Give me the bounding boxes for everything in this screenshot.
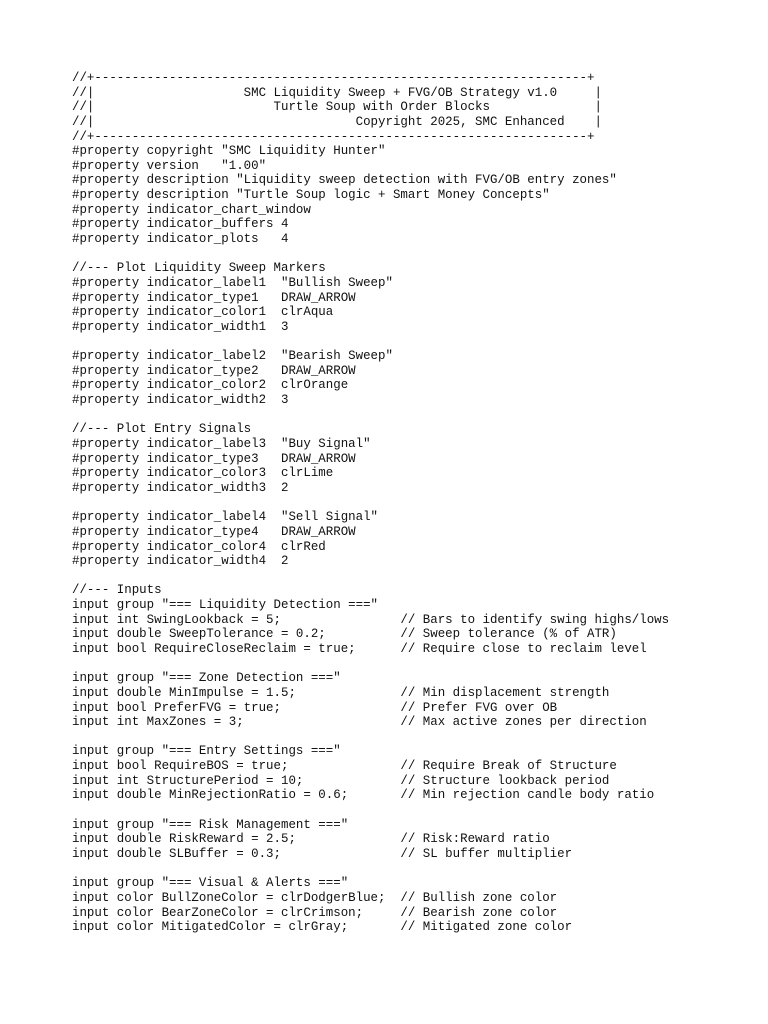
- code-line: #property indicator_width3 2: [72, 480, 289, 495]
- code-line: input color BearZoneColor = clrCrimson; // Bearish zone color: [72, 905, 558, 920]
- code-line: input bool RequireCloseReclaim = true; // Require close to reclaim level: [72, 641, 647, 656]
- code-line: input color BullZoneColor = clrDodgerBlue; // Bullish zone color: [72, 890, 558, 905]
- code-line: #property indicator_color4 clrRed: [72, 539, 326, 554]
- code-line: #property indicator_width4 2: [72, 554, 289, 569]
- code-line: input double RiskReward = 2.5; // Risk:Reward ratio: [72, 832, 550, 847]
- code-line: [72, 408, 669, 423]
- code-line: input double MinRejectionRatio = 0.6; // Min rejection candle body ratio: [72, 788, 655, 803]
- code-line: #property indicator_label1 "Bullish Sweep": [72, 275, 393, 290]
- code-line: #property indicator_color2 clrOrange: [72, 378, 349, 393]
- code-line: [72, 247, 669, 262]
- code-line: #property indicator_chart_window: [72, 202, 311, 217]
- code-line: //+------------------------------------------------------------------+: [72, 71, 595, 85]
- code-line: //| Copyright 2025, SMC Enhanced |: [72, 114, 602, 129]
- code-line: input int SwingLookback = 5; // Bars to identify swing highs/lows: [72, 612, 670, 627]
- code-line: //| SMC Liquidity Sweep + FVG/OB Strategy v1.0 |: [72, 85, 602, 100]
- source-code-listing: [72, 71, 669, 935]
- code-line: input double SLBuffer = 0.3; // SL buffer multiplier: [72, 846, 573, 861]
- code-line: [72, 496, 669, 511]
- code-line: #property indicator_type1 DRAW_ARROW: [72, 290, 356, 305]
- code-line: #property indicator_label4 "Sell Signal": [72, 510, 379, 525]
- code-line: #property indicator_buffers 4: [72, 217, 289, 232]
- code-line: input group "=== Zone Detection ===": [72, 671, 341, 686]
- code-line: //--- Plot Liquidity Sweep Markers: [72, 261, 326, 276]
- code-line: input group "=== Entry Settings ===": [72, 744, 341, 759]
- code-line: #property indicator_type3 DRAW_ARROW: [72, 451, 356, 466]
- code-line: input group "=== Risk Management ===": [72, 817, 349, 832]
- code-line: #property indicator_width1 3: [72, 319, 289, 334]
- code-line: #property version "1.00": [72, 158, 267, 173]
- code-line: //| Turtle Soup with Order Blocks |: [72, 100, 602, 115]
- code-line: input color MitigatedColor = clrGray; // Mitigated zone color: [72, 920, 573, 935]
- code-line: #property indicator_width2 3: [72, 393, 289, 408]
- code-line: input bool RequireBOS = true; // Require Break of Structure: [72, 759, 617, 774]
- code-line: #property indicator_label3 "Buy Signal": [72, 437, 371, 452]
- code-line: #property copyright "SMC Liquidity Hunter": [72, 144, 386, 159]
- code-line: [72, 803, 669, 818]
- code-line: #property indicator_plots 4: [72, 232, 289, 247]
- code-line: #property indicator_label2 "Bearish Sweep": [72, 349, 393, 364]
- code-line: #property indicator_type2 DRAW_ARROW: [72, 363, 356, 378]
- code-line: #property description "Turtle Soup logic + Smart Money Concepts": [72, 188, 550, 203]
- code-line: input int MaxZones = 3; // Max active zones per direction: [72, 715, 647, 730]
- code-line: input double SweepTolerance = 0.2; // Sweep tolerance (% of ATR): [72, 627, 617, 642]
- code-line: [72, 657, 669, 672]
- code-line: #property description "Liquidity sweep detection with FVG/OB entry zones": [72, 173, 617, 188]
- code-line: [72, 730, 669, 745]
- code-line: input group "=== Liquidity Detection ===": [72, 598, 379, 613]
- code-line: input double MinImpulse = 1.5; // Min displacement strength: [72, 685, 610, 700]
- code-line: input int StructurePeriod = 10; // Structure lookback period: [72, 773, 610, 788]
- code-line: #property indicator_color1 clrAqua: [72, 305, 334, 320]
- code-line: input bool PreferFVG = true; // Prefer FVG over OB: [72, 700, 558, 715]
- code-line: //--- Plot Entry Signals: [72, 422, 252, 437]
- code-line: #property indicator_color3 clrLime: [72, 466, 334, 481]
- code-line: [72, 569, 669, 584]
- code-line: [72, 335, 669, 350]
- code-line: //--- Inputs: [72, 583, 162, 598]
- code-line: #property indicator_type4 DRAW_ARROW: [72, 524, 356, 539]
- code-line: //+------------------------------------------------------------------+: [72, 129, 595, 144]
- code-line: [72, 862, 669, 877]
- code-line: input group "=== Visual & Alerts ===": [72, 876, 349, 891]
